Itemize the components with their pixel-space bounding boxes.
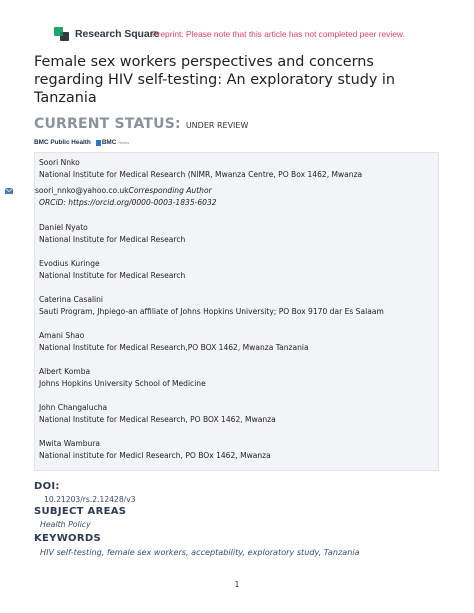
subject-area-value[interactable]: Health Policy bbox=[40, 520, 91, 529]
page-title: Female sex workers perspectives and concerns regarding HIV self-testing: An exploratory study in Tanzania bbox=[34, 54, 396, 106]
author-affiliation: National Institute for Medical Research,PO BOX 1462, Mwanza Tanzania bbox=[39, 343, 309, 353]
author-entry bbox=[39, 294, 384, 318]
corresponding-author-label: Corresponding Author bbox=[128, 186, 212, 195]
author-entry bbox=[39, 330, 309, 354]
author-entry bbox=[39, 438, 271, 462]
author-entry bbox=[39, 258, 185, 282]
journal-line bbox=[34, 139, 129, 146]
logo-text: Research Square bbox=[75, 28, 160, 40]
status-label: CURRENT STATUS: bbox=[34, 116, 181, 132]
author-orcid[interactable]: ORCiD: https://orcid.org/0000-0003-1835-6032 bbox=[39, 198, 217, 208]
current-status bbox=[34, 116, 248, 132]
author-name: Soori Nnko bbox=[39, 158, 80, 167]
author-name: Evodius Kuringe bbox=[39, 259, 100, 268]
author-email[interactable]: soori_nnko@yahoo.co.uk bbox=[35, 186, 129, 195]
author-affiliation: National institute for Medicl Research, PO BOx 1462, Mwanza bbox=[39, 451, 271, 461]
author-affiliation: National Institute for Medical Research (NIMR, Mwanza Centre, PO Box 1462, Mwanza bbox=[39, 170, 363, 180]
research-square-logo-icon bbox=[54, 27, 71, 41]
author-affiliation: Sauti Program, Jhpiego-an affiliate of Johns Hopkins University; PO Box 9170 dar Es Salaam bbox=[39, 307, 384, 317]
author-name: John Changalucha bbox=[39, 403, 108, 412]
authors-panel bbox=[34, 152, 439, 471]
doi-heading: DOI: bbox=[34, 481, 60, 492]
subject-areas-heading: SUBJECT AREAS bbox=[34, 506, 127, 517]
keywords-heading: KEYWORDS bbox=[34, 533, 101, 544]
bmc-series: Series bbox=[118, 140, 130, 145]
status-value: UNDER REVIEW bbox=[185, 121, 249, 130]
mail-icon bbox=[5, 188, 13, 194]
author-affiliation: National Institute for Medical Research bbox=[39, 235, 186, 245]
page-number: 1 bbox=[234, 580, 240, 589]
author-name: Albert Komba bbox=[39, 367, 91, 376]
research-square-logo[interactable] bbox=[54, 27, 159, 41]
author-name: Daniel Nyato bbox=[39, 223, 88, 232]
keywords-value: HIV self-testing, female sex workers, acceptability, exploratory study, Tanzania bbox=[40, 547, 360, 557]
author-affiliation: Johns Hopkins University School of Medicine bbox=[39, 379, 206, 389]
author-affiliation: National Institute for Medical Research, PO BOX 1462, Mwanza bbox=[39, 415, 276, 425]
author-entry bbox=[39, 222, 185, 246]
doi-value[interactable]: 10.21203/rs.2.12428/v3 bbox=[44, 495, 136, 504]
author-entry bbox=[39, 402, 276, 426]
bmc-badge bbox=[96, 139, 129, 146]
author-entry bbox=[39, 366, 206, 390]
bmc-text: BMC bbox=[101, 139, 117, 146]
journal-name: BMC Public Health bbox=[34, 139, 91, 146]
author-affiliation: National Institute for Medical Research bbox=[39, 271, 186, 281]
preprint-notice: Preprint: Please note that this article has not completed peer review. bbox=[152, 29, 405, 39]
author-entry bbox=[39, 157, 362, 181]
corresponding-contact bbox=[5, 185, 405, 209]
bmc-logo-icon bbox=[96, 140, 101, 146]
author-name: Caterina Casalini bbox=[39, 295, 104, 304]
author-name: Mwita Wambura bbox=[39, 439, 101, 448]
author-name: Amani Shao bbox=[39, 331, 85, 340]
